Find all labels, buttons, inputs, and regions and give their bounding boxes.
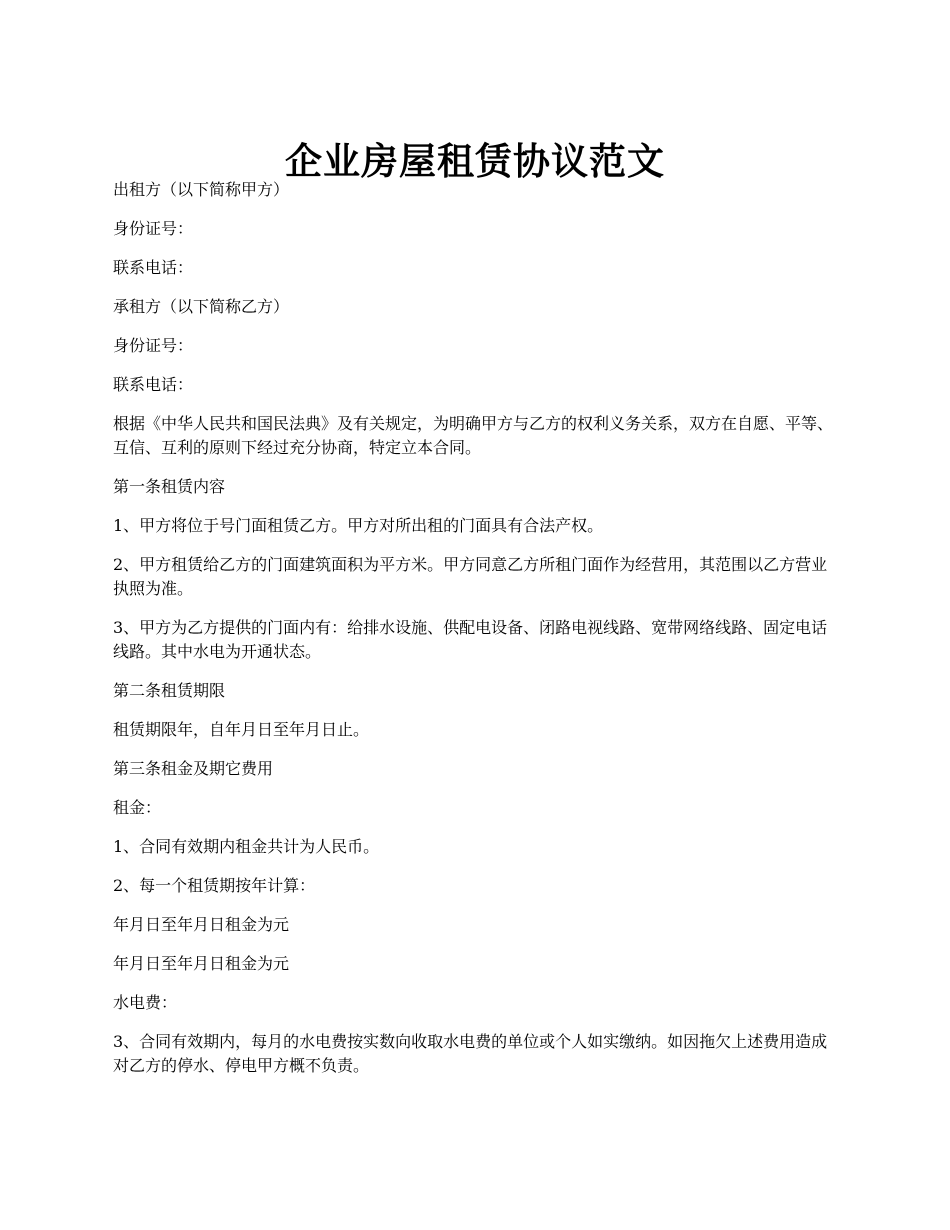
clause-3-1: 1、合同有效期内租金共计为人民币。 xyxy=(113,837,380,856)
paragraph-lessor-id: 身份证号： xyxy=(113,219,194,238)
clause-1-2: 2、甲方租赁给乙方的门面建筑面积为平方米。甲方同意乙方所租门面作为经营用，其范围以乙方营业执照为准。 xyxy=(113,555,828,598)
subheading-utilities: 水电费： xyxy=(113,993,178,1012)
clause-1-3: 3、甲方为乙方提供的门面内有：给排水设施、供配电设备、闭路电视线路、宽带网络线路、固定电话线路。其中水电为开通状态。 xyxy=(113,618,828,661)
clause-2-term: 租赁期限年，自年月日至年月日止。 xyxy=(113,720,370,739)
clause-3-2: 2、每一个租赁期按年计算： xyxy=(113,876,316,895)
subheading-rent: 租金： xyxy=(113,798,162,817)
paragraph-lessor: 出租方（以下简称甲方） xyxy=(113,180,290,199)
paragraph-preamble: 根据《中华人民共和国民法典》及有关规定，为明确甲方与乙方的权利义务关系，双方在自愿、平等、互信、互利的原则下经过充分协商，特定立本合同。 xyxy=(113,414,834,457)
paragraph-lessee-id: 身份证号： xyxy=(113,336,194,355)
clause-3-3: 3、合同有效期内，每月的水电费按实数向收取水电费的单位或个人如实缴纳。如因拖欠上述费用造成对乙方的停水、停电甲方概不负责。 xyxy=(113,1032,828,1075)
paragraph-lessor-phone: 联系电话： xyxy=(113,258,194,277)
section-heading-rent: 第三条租金及期它费用 xyxy=(113,759,274,778)
document-body xyxy=(113,178,843,1093)
rent-period-line: 年月日至年月日租金为元 xyxy=(113,915,290,934)
paragraph-lessee: 承租方（以下简称乙方） xyxy=(113,297,290,316)
rent-period-line: 年月日至年月日租金为元 xyxy=(113,954,290,973)
section-heading-lease-term: 第二条租赁期限 xyxy=(113,681,226,700)
clause-1-1: 1、甲方将位于号门面租赁乙方。甲方对所出租的门面具有合法产权。 xyxy=(113,516,604,535)
document-title: 企业房屋租赁协议范文 xyxy=(285,138,665,183)
paragraph-lessee-phone: 联系电话： xyxy=(113,375,194,394)
section-heading-lease-content: 第一条租赁内容 xyxy=(113,477,226,496)
